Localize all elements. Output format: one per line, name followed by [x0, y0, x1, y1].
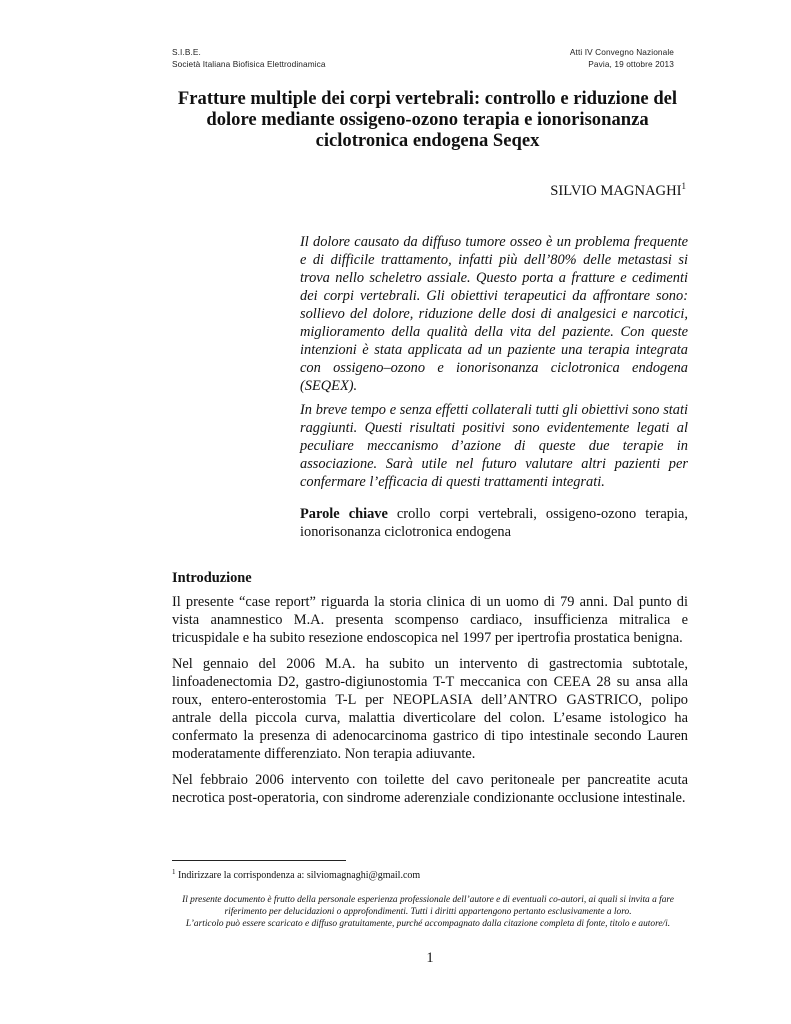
header-conference: Atti IV Convegno Nazionale — [569, 47, 674, 57]
footnote-text: Indirizzare la corrispondenza a: silviomagnaghi@gmail.com — [175, 870, 421, 881]
section-heading: Introduzione — [172, 570, 252, 586]
author-line — [550, 181, 686, 200]
disclaimer-line: L’articolo può essere scaricato e diffuso gratuitamente, purché accompagnato dalla citazione completa di fonte, titolo e autore/i. — [185, 919, 671, 929]
body-text — [172, 593, 688, 815]
footnote-separator — [172, 860, 346, 861]
disclaimer-line: riferimento per delucidazioni o approfondimenti. Tutti i diritti appartengono pertanto esclusivamente a loro. — [224, 907, 632, 917]
footnote-mark: 1 — [172, 868, 176, 876]
keywords — [300, 505, 688, 541]
abstract — [300, 233, 688, 497]
keywords-label: Parole chiave — [300, 506, 388, 522]
author-footnote-mark: 1 — [681, 181, 686, 191]
author-name: SILVIO MAGNAGHI — [550, 183, 682, 199]
running-header-right — [570, 46, 674, 70]
abstract-paragraph: In breve tempo e senza effetti collaterali tutti gli obiettivi sono stati raggiunti. Questi risultati positivi sono evidentemente legati al peculiare meccanismo d’azione di queste due terapie in associazione. Sarà utile nel futuro valutare altri pazienti per confermare l’efficacia di questi trattamenti integrati. — [300, 402, 688, 490]
disclaimer — [150, 894, 706, 930]
header-org-acronym: S.I.B.E. — [172, 47, 201, 57]
body-paragraph: Nel febbraio 2006 intervento con toilette del cavo peritoneale per pancreatite acuta necrotica post-operatoria, con sindrome aderenziale condizionante occlusione intestinale. — [172, 772, 688, 806]
header-date: Pavia, 19 ottobre 2013 — [588, 59, 674, 69]
running-header-left — [172, 46, 326, 70]
page-number: 1 — [426, 950, 434, 966]
header-org-name: Società Italiana Biofisica Elettrodinamica — [172, 59, 326, 69]
footnote — [172, 866, 420, 882]
body-paragraph: Nel gennaio del 2006 M.A. ha subito un intervento di gastrectomia subtotale, linfoadenectomia D2, gastro-digiunostomia T-T meccanica con CEEA 28 su ansa alla roux, entero-enterostomia T-L per NEOPLASIA dell’ANTRO GASTRICO, polipo antrale della piccola curva, malattia diverticolare del colon. L’esame istologico ha confermato la presenza di adenocarcinoma gastrico di tipo intestinale secondo Lauren moderatamente differenziato. Non terapia adiuvante. — [172, 656, 688, 762]
body-paragraph: Il presente “case report” riguarda la storia clinica di un uomo di 79 anni. Dal punto di vista anamnestico M.A. presenta scompenso cardiaco, insufficienza mitralica e tricuspidale e ha subito resezione endoscopica nel 1997 per ipertrofia prostatica benigna. — [172, 594, 688, 646]
abstract-paragraph: Il dolore causato da diffuso tumore osseo è un problema frequente e di difficile trattamento, infatti più dell’80% delle metastasi si trova nello scheletro assiale. Questo porta a fratture e cedimenti dei corpi vertebrali. Gli obiettivi terapeutici da affrontare sono: sollievo del dolore, riduzione delle dosi di analgesici e narcotici, miglioramento della qualità della vita del paziente. Con queste intenzioni è stata applicata ad un paziente una terapia integrata con ossigeno–ozono e ionorisonanza ciclotronica endogena (SEQEX). — [300, 234, 688, 394]
paper-title: Fratture multiple dei corpi vertebrali: controllo e riduzione del dolore mediante ossigeno-ozono terapia e ionorisonanza ciclotronica endogena Seqex — [177, 88, 678, 151]
disclaimer-line: Il presente documento è frutto della personale esperienza professionale dell’autore e di eventuali co-autori, ai quali si invita a fare — [182, 895, 674, 905]
keywords-text: crollo corpi vertebrali, ossigeno-ozono terapia, ionorisonanza ciclotronica endogena — [300, 506, 688, 540]
